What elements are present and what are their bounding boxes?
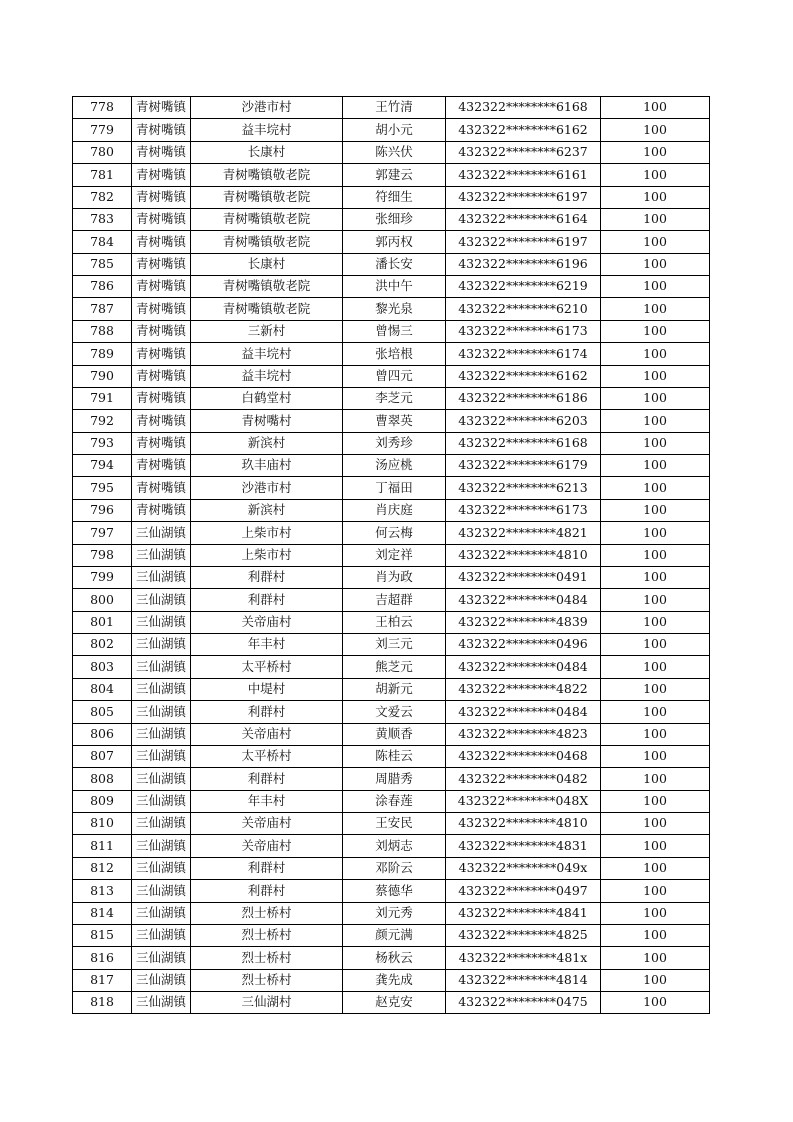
name-cell: 陈桂云 [343,745,446,767]
row-number-cell: 806 [73,723,132,745]
village-cell: 年丰村 [191,634,343,656]
village-cell: 太平桥村 [191,745,343,767]
amount-cell: 100 [601,857,710,879]
amount-cell: 100 [601,343,710,365]
name-cell: 曾四元 [343,365,446,387]
table-row [73,164,710,186]
town-cell: 青树嘴镇 [132,320,191,342]
amount-cell: 100 [601,298,710,320]
name-cell: 颜元满 [343,924,446,946]
town-cell: 青树嘴镇 [132,253,191,275]
row-number-cell: 807 [73,745,132,767]
amount-cell: 100 [601,768,710,790]
table-row [73,902,710,924]
id-number-cell: 432322********4831 [446,835,601,857]
village-cell: 上柴市村 [191,522,343,544]
row-number-cell: 787 [73,298,132,320]
table-row [73,387,710,409]
village-cell: 益丰垸村 [191,365,343,387]
name-cell: 蔡德华 [343,880,446,902]
row-number-cell: 810 [73,813,132,835]
amount-cell: 100 [601,813,710,835]
name-cell: 文爱云 [343,701,446,723]
village-cell: 长康村 [191,253,343,275]
town-cell: 三仙湖镇 [132,813,191,835]
name-cell: 龚先成 [343,969,446,991]
id-number-cell: 432322********0484 [446,656,601,678]
row-number-cell: 808 [73,768,132,790]
amount-cell: 100 [601,387,710,409]
row-number-cell: 796 [73,499,132,521]
town-cell: 青树嘴镇 [132,97,191,119]
roster-table-body [73,97,710,1014]
id-number-cell: 432322********4825 [446,924,601,946]
village-cell: 中堤村 [191,678,343,700]
town-cell: 青树嘴镇 [132,119,191,141]
village-cell: 太平桥村 [191,656,343,678]
town-cell: 青树嘴镇 [132,231,191,253]
name-cell: 王安民 [343,813,446,835]
village-cell: 新滨村 [191,432,343,454]
table-row [73,477,710,499]
town-cell: 三仙湖镇 [132,768,191,790]
town-cell: 三仙湖镇 [132,522,191,544]
row-number-cell: 805 [73,701,132,723]
village-cell: 沙港市村 [191,477,343,499]
id-number-cell: 432322********0468 [446,745,601,767]
village-cell: 三仙湖村 [191,992,343,1014]
id-number-cell: 432322********0497 [446,880,601,902]
id-number-cell: 432322********6168 [446,432,601,454]
amount-cell: 100 [601,589,710,611]
name-cell: 潘长安 [343,253,446,275]
id-number-cell: 432322********6173 [446,320,601,342]
name-cell: 胡新元 [343,678,446,700]
village-cell: 利群村 [191,566,343,588]
row-number-cell: 797 [73,522,132,544]
village-cell: 新滨村 [191,499,343,521]
amount-cell: 100 [601,499,710,521]
town-cell: 三仙湖镇 [132,701,191,723]
name-cell: 张培根 [343,343,446,365]
name-cell: 李芝元 [343,387,446,409]
table-row [73,253,710,275]
row-number-cell: 792 [73,410,132,432]
table-row [73,835,710,857]
id-number-cell: 432322********6213 [446,477,601,499]
town-cell: 青树嘴镇 [132,499,191,521]
name-cell: 刘元秀 [343,902,446,924]
amount-cell: 100 [601,365,710,387]
name-cell: 赵克安 [343,992,446,1014]
table-row [73,566,710,588]
name-cell: 肖为政 [343,566,446,588]
name-cell: 郭丙权 [343,231,446,253]
name-cell: 王柏云 [343,611,446,633]
id-number-cell: 432322********4810 [446,544,601,566]
row-number-cell: 786 [73,276,132,298]
id-number-cell: 432322********6210 [446,298,601,320]
table-row [73,947,710,969]
id-number-cell: 432322********6219 [446,276,601,298]
table-row [73,589,710,611]
town-cell: 三仙湖镇 [132,947,191,969]
table-row [73,276,710,298]
roster-table [72,96,710,1014]
row-number-cell: 785 [73,253,132,275]
id-number-cell: 432322********6164 [446,208,601,230]
amount-cell: 100 [601,745,710,767]
name-cell: 丁福田 [343,477,446,499]
village-cell: 青树嘴镇敬老院 [191,276,343,298]
name-cell: 涂春莲 [343,790,446,812]
id-number-cell: 432322********049x [446,857,601,879]
town-cell: 三仙湖镇 [132,544,191,566]
amount-cell: 100 [601,723,710,745]
amount-cell: 100 [601,544,710,566]
table-row [73,410,710,432]
row-number-cell: 788 [73,320,132,342]
name-cell: 陈兴伏 [343,141,446,163]
id-number-cell: 432322********4822 [446,678,601,700]
table-row [73,678,710,700]
name-cell: 黎光泉 [343,298,446,320]
id-number-cell: 432322********4810 [446,813,601,835]
row-number-cell: 812 [73,857,132,879]
row-number-cell: 795 [73,477,132,499]
village-cell: 青树嘴镇敬老院 [191,164,343,186]
id-number-cell: 432322********0496 [446,634,601,656]
table-row [73,969,710,991]
id-number-cell: 432322********6203 [446,410,601,432]
town-cell: 三仙湖镇 [132,857,191,879]
id-number-cell: 432322********048X [446,790,601,812]
town-cell: 青树嘴镇 [132,141,191,163]
village-cell: 烈士桥村 [191,902,343,924]
row-number-cell: 782 [73,186,132,208]
village-cell: 烈士桥村 [191,969,343,991]
town-cell: 青树嘴镇 [132,432,191,454]
village-cell: 关帝庙村 [191,611,343,633]
town-cell: 青树嘴镇 [132,410,191,432]
table-row [73,634,710,656]
town-cell: 三仙湖镇 [132,880,191,902]
row-number-cell: 802 [73,634,132,656]
village-cell: 益丰垸村 [191,343,343,365]
table-row [73,768,710,790]
row-number-cell: 817 [73,969,132,991]
table-row [73,992,710,1014]
town-cell: 三仙湖镇 [132,678,191,700]
table-row [73,231,710,253]
village-cell: 青树嘴镇敬老院 [191,298,343,320]
town-cell: 三仙湖镇 [132,589,191,611]
table-row [73,813,710,835]
village-cell: 玖丰庙村 [191,455,343,477]
row-number-cell: 779 [73,119,132,141]
table-row [73,701,710,723]
village-cell: 利群村 [191,589,343,611]
name-cell: 张细珍 [343,208,446,230]
amount-cell: 100 [601,924,710,946]
village-cell: 关帝庙村 [191,723,343,745]
table-row [73,432,710,454]
village-cell: 利群村 [191,857,343,879]
amount-cell: 100 [601,455,710,477]
village-cell: 益丰垸村 [191,119,343,141]
town-cell: 青树嘴镇 [132,365,191,387]
amount-cell: 100 [601,208,710,230]
id-number-cell: 432322********6162 [446,119,601,141]
amount-cell: 100 [601,231,710,253]
row-number-cell: 800 [73,589,132,611]
town-cell: 三仙湖镇 [132,992,191,1014]
row-number-cell: 804 [73,678,132,700]
table-row [73,208,710,230]
amount-cell: 100 [601,880,710,902]
name-cell: 刘三元 [343,634,446,656]
row-number-cell: 801 [73,611,132,633]
town-cell: 三仙湖镇 [132,656,191,678]
village-cell: 青树嘴镇敬老院 [191,231,343,253]
id-number-cell: 432322********6173 [446,499,601,521]
table-row [73,522,710,544]
name-cell: 刘秀珍 [343,432,446,454]
town-cell: 三仙湖镇 [132,611,191,633]
row-number-cell: 789 [73,343,132,365]
town-cell: 青树嘴镇 [132,164,191,186]
row-number-cell: 813 [73,880,132,902]
id-number-cell: 432322********4821 [446,522,601,544]
id-number-cell: 432322********6174 [446,343,601,365]
row-number-cell: 815 [73,924,132,946]
table-row [73,499,710,521]
row-number-cell: 818 [73,992,132,1014]
name-cell: 曹翠英 [343,410,446,432]
town-cell: 三仙湖镇 [132,902,191,924]
id-number-cell: 432322********6197 [446,186,601,208]
row-number-cell: 794 [73,455,132,477]
town-cell: 三仙湖镇 [132,634,191,656]
amount-cell: 100 [601,701,710,723]
village-cell: 关帝庙村 [191,835,343,857]
village-cell: 青树嘴镇敬老院 [191,186,343,208]
town-cell: 青树嘴镇 [132,208,191,230]
id-number-cell: 432322********6186 [446,387,601,409]
town-cell: 三仙湖镇 [132,790,191,812]
amount-cell: 100 [601,522,710,544]
name-cell: 符细生 [343,186,446,208]
name-cell: 吉超群 [343,589,446,611]
id-number-cell: 432322********6161 [446,164,601,186]
table-row [73,119,710,141]
village-cell: 上柴市村 [191,544,343,566]
row-number-cell: 799 [73,566,132,588]
id-number-cell: 432322********481x [446,947,601,969]
id-number-cell: 432322********6168 [446,97,601,119]
table-row [73,544,710,566]
amount-cell: 100 [601,678,710,700]
row-number-cell: 811 [73,835,132,857]
village-cell: 关帝庙村 [191,813,343,835]
id-number-cell: 432322********4823 [446,723,601,745]
amount-cell: 100 [601,477,710,499]
id-number-cell: 432322********0484 [446,589,601,611]
table-row [73,924,710,946]
village-cell: 利群村 [191,880,343,902]
id-number-cell: 432322********6179 [446,455,601,477]
town-cell: 三仙湖镇 [132,566,191,588]
amount-cell: 100 [601,253,710,275]
village-cell: 利群村 [191,768,343,790]
town-cell: 三仙湖镇 [132,745,191,767]
id-number-cell: 432322********6162 [446,365,601,387]
village-cell: 利群村 [191,701,343,723]
amount-cell: 100 [601,432,710,454]
table-row [73,880,710,902]
row-number-cell: 778 [73,97,132,119]
town-cell: 三仙湖镇 [132,924,191,946]
table-row [73,656,710,678]
id-number-cell: 432322********4814 [446,969,601,991]
row-number-cell: 798 [73,544,132,566]
id-number-cell: 432322********6197 [446,231,601,253]
row-number-cell: 793 [73,432,132,454]
town-cell: 青树嘴镇 [132,477,191,499]
table-row [73,611,710,633]
town-cell: 三仙湖镇 [132,723,191,745]
town-cell: 青树嘴镇 [132,298,191,320]
name-cell: 杨秋云 [343,947,446,969]
row-number-cell: 814 [73,902,132,924]
id-number-cell: 432322********6237 [446,141,601,163]
name-cell: 刘定祥 [343,544,446,566]
amount-cell: 100 [601,969,710,991]
amount-cell: 100 [601,119,710,141]
village-cell: 沙港市村 [191,97,343,119]
town-cell: 青树嘴镇 [132,343,191,365]
table-row [73,365,710,387]
name-cell: 汤应桃 [343,455,446,477]
table-row [73,320,710,342]
table-row [73,298,710,320]
name-cell: 何云梅 [343,522,446,544]
amount-cell: 100 [601,656,710,678]
id-number-cell: 432322********0484 [446,701,601,723]
id-number-cell: 432322********0491 [446,566,601,588]
table-row [73,857,710,879]
village-cell: 青树嘴镇敬老院 [191,208,343,230]
name-cell: 王竹清 [343,97,446,119]
amount-cell: 100 [601,97,710,119]
id-number-cell: 432322********4839 [446,611,601,633]
name-cell: 洪中午 [343,276,446,298]
amount-cell: 100 [601,634,710,656]
table-row [73,97,710,119]
village-cell: 青树嘴村 [191,410,343,432]
village-cell: 白鹤堂村 [191,387,343,409]
amount-cell: 100 [601,566,710,588]
amount-cell: 100 [601,611,710,633]
amount-cell: 100 [601,141,710,163]
town-cell: 青树嘴镇 [132,276,191,298]
name-cell: 黄顺香 [343,723,446,745]
row-number-cell: 790 [73,365,132,387]
id-number-cell: 432322********4841 [446,902,601,924]
name-cell: 熊芝元 [343,656,446,678]
name-cell: 肖庆庭 [343,499,446,521]
table-row [73,790,710,812]
name-cell: 曾惕三 [343,320,446,342]
row-number-cell: 781 [73,164,132,186]
village-cell: 烈士桥村 [191,947,343,969]
village-cell: 烈士桥村 [191,924,343,946]
town-cell: 青树嘴镇 [132,186,191,208]
table-row [73,745,710,767]
row-number-cell: 783 [73,208,132,230]
village-cell: 长康村 [191,141,343,163]
row-number-cell: 816 [73,947,132,969]
village-cell: 年丰村 [191,790,343,812]
name-cell: 周腊秀 [343,768,446,790]
town-cell: 三仙湖镇 [132,969,191,991]
table-row [73,455,710,477]
amount-cell: 100 [601,992,710,1014]
name-cell: 胡小元 [343,119,446,141]
amount-cell: 100 [601,835,710,857]
table-row [73,186,710,208]
row-number-cell: 780 [73,141,132,163]
amount-cell: 100 [601,790,710,812]
town-cell: 青树嘴镇 [132,455,191,477]
amount-cell: 100 [601,410,710,432]
table-row [73,343,710,365]
name-cell: 刘炳志 [343,835,446,857]
id-number-cell: 432322********0475 [446,992,601,1014]
id-number-cell: 432322********6196 [446,253,601,275]
id-number-cell: 432322********0482 [446,768,601,790]
name-cell: 郭建云 [343,164,446,186]
town-cell: 三仙湖镇 [132,835,191,857]
amount-cell: 100 [601,320,710,342]
amount-cell: 100 [601,276,710,298]
village-cell: 三新村 [191,320,343,342]
amount-cell: 100 [601,902,710,924]
amount-cell: 100 [601,186,710,208]
row-number-cell: 784 [73,231,132,253]
amount-cell: 100 [601,947,710,969]
town-cell: 青树嘴镇 [132,387,191,409]
table-row [73,723,710,745]
table-row [73,141,710,163]
name-cell: 邓阶云 [343,857,446,879]
row-number-cell: 803 [73,656,132,678]
row-number-cell: 791 [73,387,132,409]
amount-cell: 100 [601,164,710,186]
row-number-cell: 809 [73,790,132,812]
